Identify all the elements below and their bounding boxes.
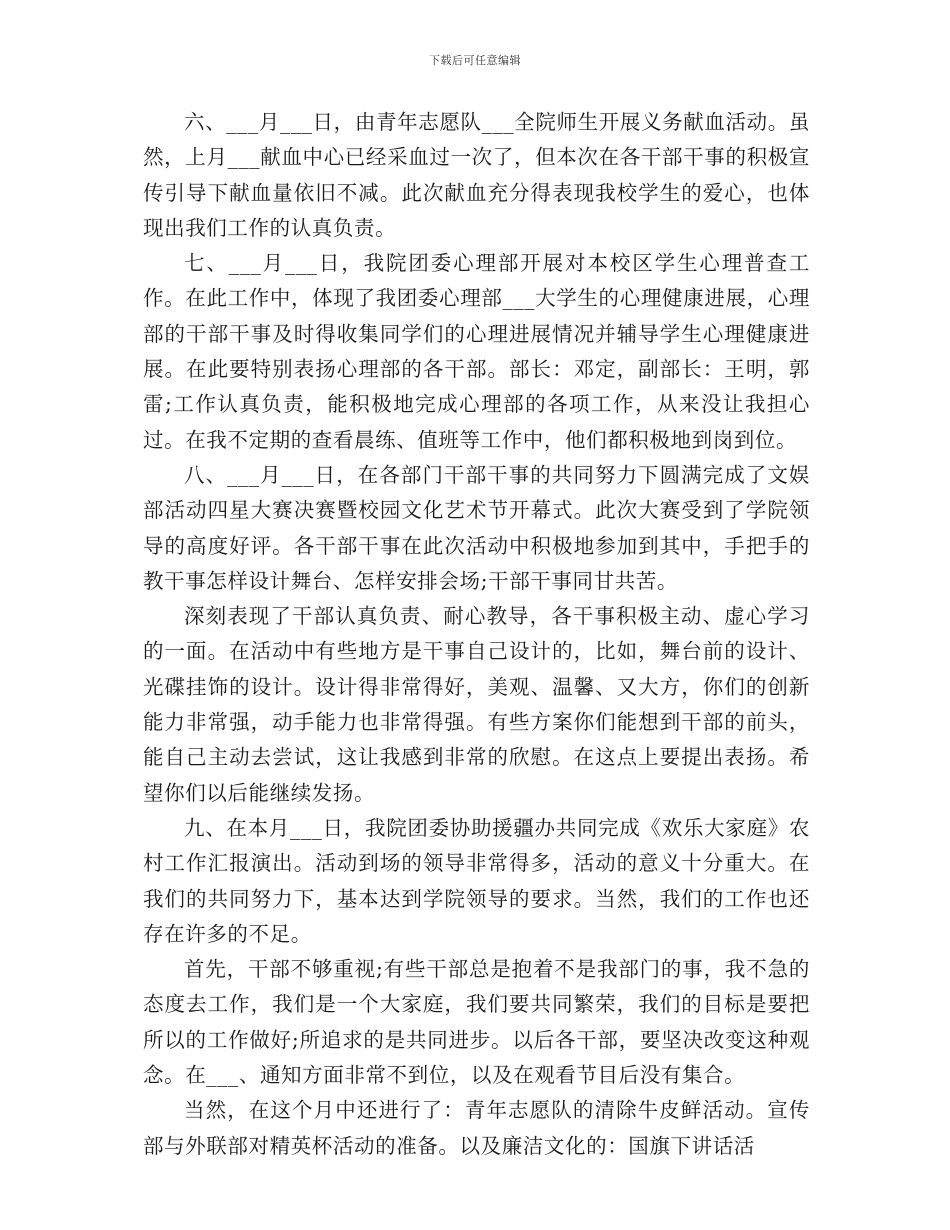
paragraph-praise: 深刻表现了干部认真负责、耐心教导，各干事积极主动、虚心学习的一面。在活动中有些地方是干事自己设计的，比如，舞台前的设计、光碟挂饰的设计。设计得非常得好，美观、温馨、又大方，你们的创新能力非常强，动手能力也非常得强。有些方案你们能想到干部的前头，能自己主动去尝试，这让我感到非常的欣慰。在这点上要提出表扬。希望你们以后能继续发扬。 <box>143 604 810 805</box>
paragraph-other-activities: 当然，在这个月中还进行了：青年志愿队的清除牛皮鲜活动。宣传部与外联部对精英杯活动的准备。以及廉洁文化的：国旗下讲话活 <box>143 1098 810 1158</box>
paragraph-6-blood-donation: 六、___月___日，由青年志愿队___全院师生开展义务献血活动。虽然，上月___献血中心已经采血过一次了，但本次在各干部干事的积极宣传引导下献血量依旧不减。此次献血充分得表现我校学生的爱心，也体现出我们工作的认真负责。 <box>143 110 810 240</box>
paragraph-9-performance: 九、在本月___日，我院团委协助援疆办共同完成《欢乐大家庭》农村工作汇报演出。活动到场的领导非常得多，活动的意义十分重大。在我们的共同努力下，基本达到学院领导的要求。当然，我们的工作也还存在许多的不足。 <box>143 815 810 946</box>
page-header: 下载后可任意编辑 <box>429 54 521 67</box>
paragraph-7-psych-survey: 七、___月___日，我院团委心理部开展对本校区学生心理普查工作。在此工作中，体现了我团委心理部___大学生的心理健康进展，心理部的干部干事及时得收集同学们的心理进展情况并辅导学生心理健康进展。在此要特别表扬心理部的各干部。部长：邓定，副部长：王明，郭雷;工作认真负责，能积极地完成心理部的各项工作，从来没让我担心过。在我不定期的查看晨练、值班等工作中，他们都积极地到岗到位。 <box>143 251 810 452</box>
document-body <box>143 105 810 1164</box>
paragraph-8-arts-festival: 八、___月___日，在各部门干部干事的共同努力下圆满完成了文娱部活动四星大赛决赛暨校园文化艺术节开幕式。此次大赛受到了学院领导的高度好评。各干部干事在此次活动中积极地参加到其中，手把手的教干事怎样设计舞台、怎样安排会场;干部干事同甘共苦。 <box>143 462 810 593</box>
paragraph-shortcomings: 首先，干部不够重视;有些干部总是抱着不是我部门的事，我不急的态度去工作，我们是一个大家庭，我们要共同繁荣，我们的目标是要把所以的工作做好;所追求的是共同进步。以后各干部，要坚决改变这种观念。在___、通知方面非常不到位，以及在观看节目后没有集合。 <box>143 957 810 1088</box>
